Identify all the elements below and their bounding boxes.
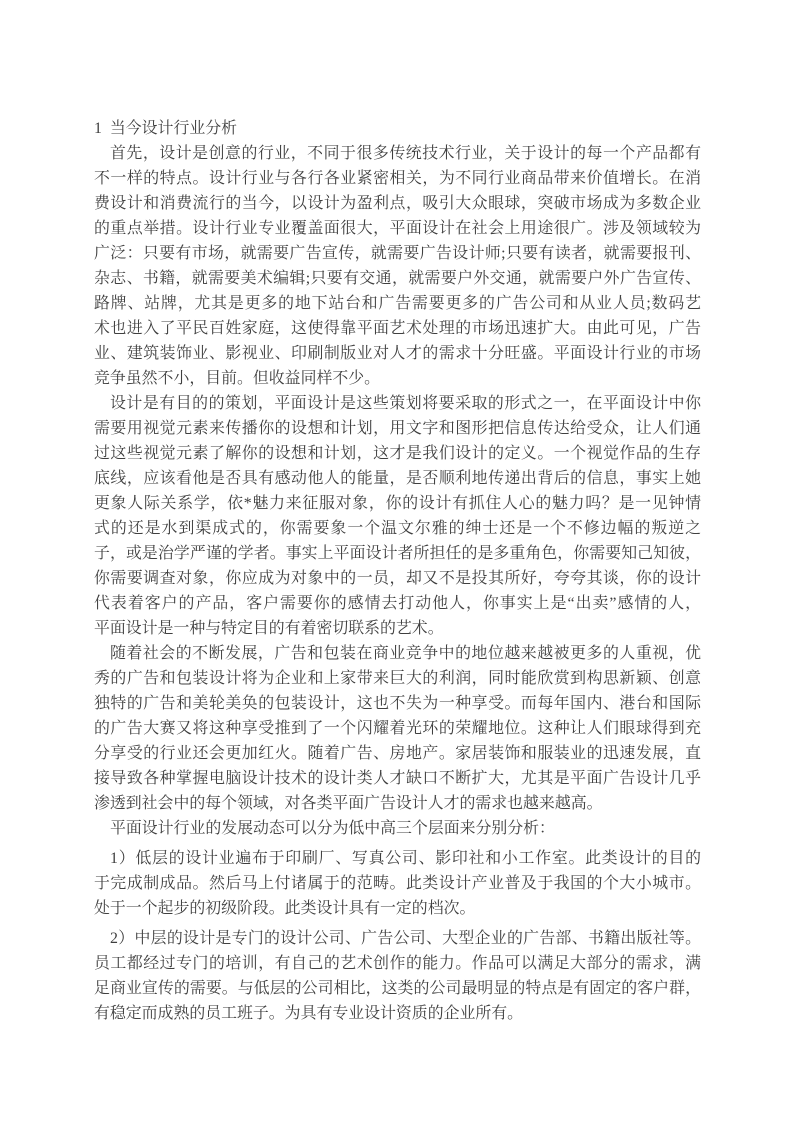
paragraph-industry-intro-line: 竞争虽然不小，目前。但收益同样不少。 — [94, 370, 381, 387]
paragraph-social-development-line: 的广告大赛又将这种享受推到了一个闪耀着光环的荣耀地位。这种让人们眼球得到充 — [94, 720, 701, 737]
paragraph-level-middle-line: 员工都经过专门的培训，有自己的艺术创作的能力。作品可以满足大部分的需求，满 — [94, 955, 701, 972]
paragraph-design-definition-line: 平面设计是一种与特定目的有着密切联系的艺术。 — [94, 620, 444, 637]
paragraph-level-low-line: 于完成制成品。然后马上付诸属于的范畴。此类设计产业普及于我国的个大小城市。 — [94, 875, 701, 892]
paragraph-design-definition-line: 你需要调查对象，你应成为对象中的一员，却又不是投其所好，夸夸其谈，你的设计 — [94, 570, 701, 587]
paragraph-industry-intro-line: 路牌、站牌，尤其是更多的地下站台和广告需要更多的广告公司和从业人员;数码艺 — [94, 295, 701, 312]
paragraph-level-middle-line: 有稳定而成熟的员工班子。为具有专业设计资质的企业所有。 — [94, 1005, 524, 1022]
paragraph-industry-intro-line: 杂志、书籍，就需要美术编辑;只要有交通，就需要户外交通，就需要户外广告宣传、 — [94, 270, 701, 287]
paragraph-social-development-line: 随着社会的不断发展，广告和包装在商业竞争中的地位越来越被更多的人重视，优 — [110, 645, 701, 662]
paragraph-industry-intro-line: 费设计和消费流行的当今，以设计为盈利点，吸引大众眼球，突破市场成为多数企业 — [94, 195, 701, 212]
paragraph-industry-intro-line: 业、建筑装饰业、影视业、印刷制版业对人才的需求十分旺盛。平面设计行业的市场 — [94, 345, 701, 362]
paragraph-industry-intro-line: 首先，设计是创意的行业，不同于很多传统技术行业，关于设计的每一个产品都有 — [110, 145, 701, 162]
paragraph-design-definition-line: 底线，应该看他是否具有感动他人的能量，是否顺利地传递出背后的信息，事实上她 — [94, 470, 701, 487]
document-content — [94, 116, 701, 1026]
paragraph-design-definition-line: 过这些视觉元素了解你的设想和计划，这才是我们设计的定义。一个视觉作品的生存 — [94, 445, 701, 462]
paragraph-social-development-line: 分享受的行业还会更加红火。随着广告、房地产。家居装饰和服装业的迅速发展，直 — [94, 745, 701, 762]
paragraph-levels-intro-line: 平面设计行业的发展动态可以分为低中高三个层面来分别分析： — [110, 820, 555, 837]
paragraph-social-development-line: 独特的广告和美轮美奂的包装设计，这也不失为一种享受。而每年国内、港台和国际 — [94, 695, 701, 712]
section-heading: 1 当今设计行业分析 — [94, 120, 238, 137]
paragraph-design-definition-line: 代表着客户的产品，客户需要你的感情去打动他人，你事实上是“出卖”感情的人， — [94, 595, 701, 612]
paragraph-level-low-line: 处于一个起步的初级阶段。此类设计具有一定的档次。 — [94, 900, 476, 917]
paragraph-industry-intro-line: 术也进入了平民百姓家庭，这使得靠平面艺术处理的市场迅速扩大。由此可见，广告 — [94, 320, 701, 337]
paragraph-design-definition-line: 子，或是治学严谨的学者。事实上平面设计者所担任的是多重角色，你需要知己知彼， — [94, 545, 701, 562]
paragraph-level-middle-line: 足商业宣传的需要。与低层的公司相比，这类的公司最明显的特点是有固定的客户群， — [94, 980, 701, 997]
paragraph-social-development-line: 秀的广告和包装设计将为企业和上家带来巨大的利润，同时能欣赏到构思新颖、创意 — [94, 670, 701, 687]
paragraph-design-definition-line: 需要用视觉元素来传播你的设想和计划，用文字和图形把信息传达给受众，让人们通 — [94, 420, 701, 437]
paragraph-social-development-line: 接导致各种掌握电脑设计技术的设计类人才缺口不断扩大，尤其是平面广告设计几乎 — [94, 770, 701, 787]
paragraph-industry-intro-line: 的重点举措。设计行业专业覆盖面很大，平面设计在社会上用途很广。涉及领域较为 — [94, 220, 701, 237]
paragraph-level-middle-line: 2）中层的设计是专门的设计公司、广告公司、大型企业的广告部、书籍出版社等。 — [110, 930, 701, 947]
paragraph-social-development-line: 渗透到社会中的每个领域，对各类平面广告设计人才的需求也越来越高。 — [94, 795, 603, 812]
paragraph-design-definition-line: 式的还是水到渠成式的，你需要象一个温文尔雅的绅士还是一个不修边幅的叛逆之 — [94, 520, 701, 537]
paragraph-industry-intro-line: 不一样的特点。设计行业与各行各业紧密相关，为不同行业商品带来价值增长。在消 — [94, 170, 701, 187]
paragraph-design-definition-line: 设计是有目的的策划，平面设计是这些策划将要采取的形式之一，在平面设计中你 — [110, 395, 701, 412]
paragraph-industry-intro-line: 广泛：只要有市场，就需要广告宣传，就需要广告设计师;只要有读者，就需要报刊、 — [94, 245, 701, 262]
paragraph-design-definition-line: 更象人际关系学，依*魅力来征服对象，你的设计有抓住人心的魅力吗？是一见钟情 — [94, 495, 701, 512]
paragraph-level-low-line: 1）低层的设计业遍布于印刷厂、写真公司、影印社和小工作室。此类设计的目的 — [110, 850, 701, 867]
